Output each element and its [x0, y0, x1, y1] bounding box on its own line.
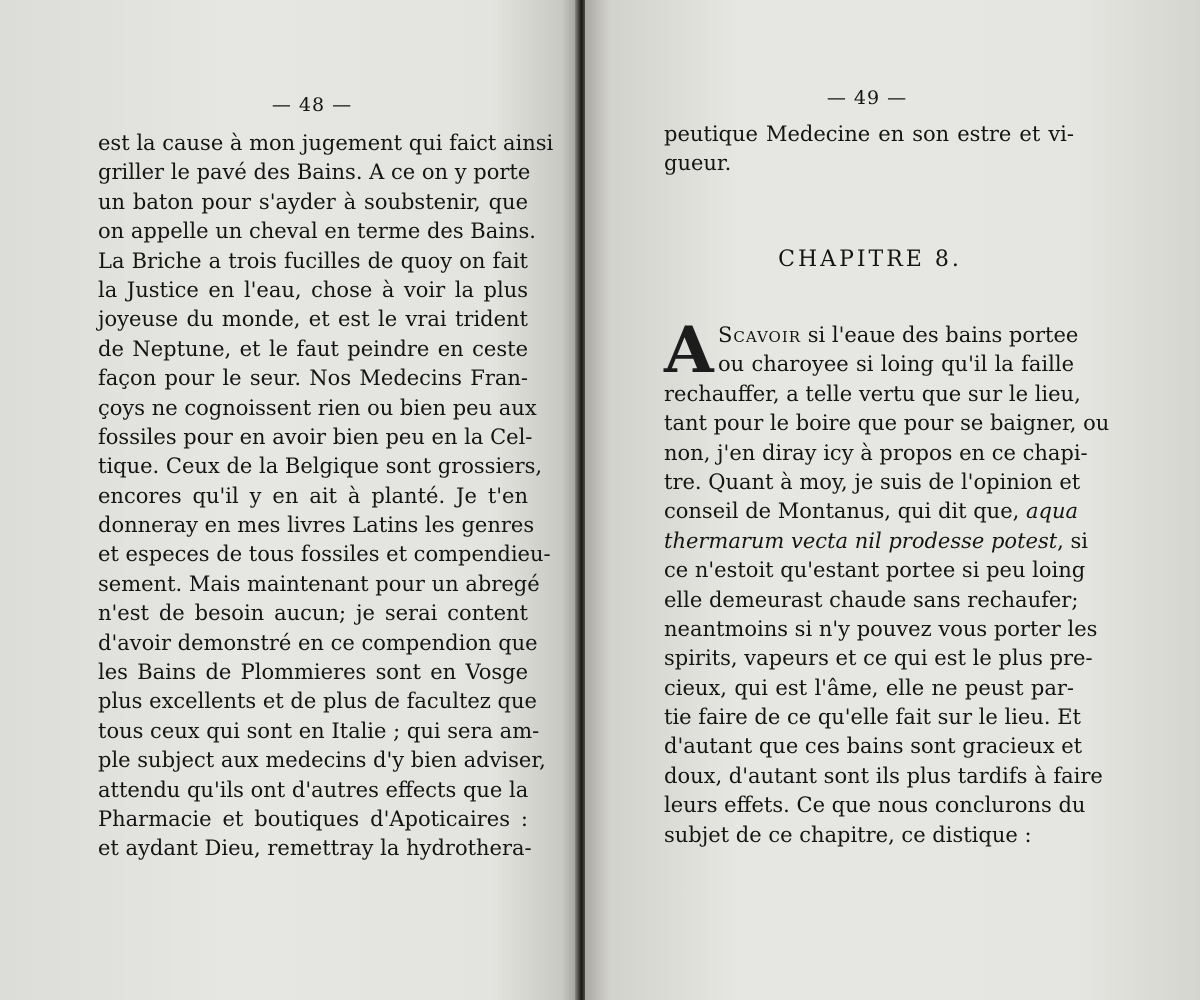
text-line: neantmoins si n'y pouvez vous porter les: [664, 616, 1098, 641]
text-line: [664, 527, 1088, 556]
text-line: leurs effets. Ce que nous conclurons du: [664, 793, 1086, 818]
text-line: spirits, vapeurs et ce qui est le plus pre-: [664, 646, 1093, 671]
text-line: donneray en mes livres Latins les genres: [98, 513, 535, 538]
text-line: un baton pour s'ayder à soubstenir, que: [98, 189, 528, 214]
latin-quote: thermarum vecta nil prodesse potest: [664, 528, 1058, 553]
text-fragment: conseil de Montanus, qui dit que,: [664, 499, 1026, 524]
text-fragment: si l'eaue des bains portee: [801, 323, 1079, 347]
text-line: fossiles pour en avoir bien peu en la Cel-: [98, 424, 533, 449]
chapter-body-text: [664, 313, 1110, 850]
text-line: tant pour le boire que pour se baigner, ou: [664, 411, 1110, 436]
text-line: rechauffer, a telle vertu que sur le lieu,: [664, 381, 1081, 406]
page-number-48: — 48 —: [271, 94, 353, 116]
text-line: subjet de ce chapitre, ce distique :: [664, 822, 1032, 847]
page-number-49: — 49 —: [826, 87, 908, 109]
text-line: sement. Mais maintenant pour un abregé: [98, 571, 540, 596]
text-line: et aydant Dieu, remettray la hydrothera-: [98, 836, 532, 861]
text-line: d'avoir demonstré en ce compendion que: [98, 630, 538, 655]
opening-word: Scavoir: [718, 323, 802, 347]
text-line: façon pour le seur. Nos Medecins Fran-: [98, 366, 528, 391]
chapter-heading: CHAPITRE 8.: [778, 247, 962, 272]
text-line: çoys ne cognoissent rien ou bien peu aux: [98, 395, 537, 420]
text-line: [664, 321, 1079, 350]
text-line: d'autant que ces bains sont gracieux et: [664, 734, 1083, 759]
text-line: on appelle un cheval en terme des Bains.: [98, 219, 536, 244]
left-page: [0, 0, 579, 1000]
text-fragment: , si: [1057, 528, 1088, 553]
text-line: [664, 497, 1078, 526]
text-line: n'est de besoin aucun; je serai content: [98, 601, 528, 626]
text-line: La Briche a trois fucilles de quoy on fait: [98, 248, 528, 273]
text-line: cieux, qui est l'âme, elle ne peust par-: [664, 675, 1074, 700]
latin-quote: aqua: [1025, 499, 1078, 524]
text-line: griller le pavé des Bains. A ce on y porte: [98, 160, 531, 185]
text-line: tie faire de ce qu'elle fait sur le lieu. Et: [664, 705, 1081, 730]
text-line: doux, d'autant sont ils plus tardifs à faire: [664, 763, 1103, 788]
text-line: non, j'en diray icy à propos en ce chapi-: [664, 440, 1088, 465]
text-line: encores qu'il y en ait à planté. Je t'en: [98, 483, 528, 508]
text-line: de Neptune, et le faut peindre en ceste: [98, 336, 528, 361]
text-line: tous ceux qui sont en Italie ; qui sera am-: [98, 718, 540, 743]
text-line: et especes de tous fossiles et compendieu-: [98, 542, 551, 567]
text-line: Pharmacie et boutiques d'Apoticaires :: [98, 806, 528, 831]
text-line: la Justice en l'eau, chose à voir la plus: [98, 277, 528, 302]
text-line: elle demeurast chaude sans rechaufer;: [664, 587, 1079, 612]
text-line: est la cause à mon jugement qui faict ainsi: [98, 131, 554, 155]
text-line: tre. Quant à moy, je suis de l'opinion et: [664, 469, 1081, 494]
text-line: plus excellents et de plus de facultez que: [98, 689, 537, 714]
text-line: gueur.: [664, 151, 732, 176]
text-line: joyeuse du monde, et est le vrai trident: [98, 307, 528, 332]
text-line: tique. Ceux de la Belgique sont grossiers,: [98, 454, 543, 479]
text-line: ce n'estoit qu'estant portee si peu loing: [664, 558, 1086, 583]
text-line: les Bains de Plommieres sont en Vosge: [98, 660, 528, 685]
text-line: attendu qu'ils ont d'autres effects que la: [98, 777, 529, 802]
text-line: ple subject aux medecins d'y bien adviser,: [98, 748, 546, 773]
drop-cap: A: [664, 313, 714, 388]
text-line: ou charoyee si loing qu'il la faille: [718, 352, 1074, 377]
right-page: [585, 0, 1200, 1000]
continued-text: [664, 120, 1074, 179]
left-page-text: [98, 129, 554, 864]
text-line: peutique Medecine en son estre et vi-: [664, 122, 1074, 146]
